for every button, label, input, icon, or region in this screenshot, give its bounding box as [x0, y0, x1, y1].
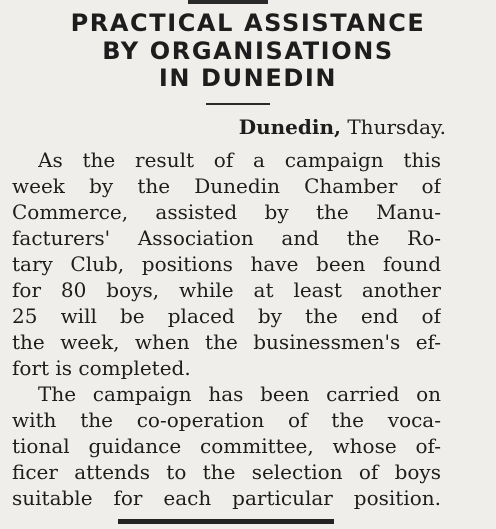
paragraph-2-line-2: with the co-operation of the voca- [12, 408, 441, 432]
paragraph-1-line-3: Commerce, assisted by the Manu- [12, 200, 441, 224]
dateline-place: Dunedin, [238, 115, 341, 139]
paragraph-2-line-1: The campaign has been carried on [38, 382, 441, 406]
paragraph-1-line-1: As the result of a campaign this [38, 148, 441, 172]
headline-line-2: BY ORGANISATIONS [102, 37, 394, 65]
paragraph-2-line-3: tional guidance committee, whose of- [12, 434, 441, 458]
paragraph-2-line-5: suitable for each particular position. [12, 486, 441, 510]
paragraph-1-line-7: 25 will be placed by the end of [12, 304, 441, 328]
paragraph-1-line-5: tary Club, positions have been found [12, 252, 441, 276]
headline-line-1: PRACTICAL ASSISTANCE [70, 9, 426, 37]
paragraph-2-line-4: ficer attends to the selection of boys [12, 460, 441, 484]
paragraph-1-line-9: fort is completed. [12, 356, 191, 380]
headline-divider [206, 103, 270, 105]
dateline [239, 114, 446, 140]
paragraph-1-line-4: facturers' Association and the Ro- [12, 226, 441, 250]
headline-line-3: IN DUNEDIN [158, 64, 338, 92]
paragraph-1-line-6: for 80 boys, while at least another [12, 278, 441, 302]
paragraph-1-line-2: week by the Dunedin Chamber of [12, 174, 441, 198]
paragraph-1-line-8: the week, when the businessmen's ef- [12, 330, 441, 354]
top-rule [188, 0, 268, 4]
dateline-day: Thursday. [347, 115, 446, 139]
bottom-rule [118, 519, 334, 524]
